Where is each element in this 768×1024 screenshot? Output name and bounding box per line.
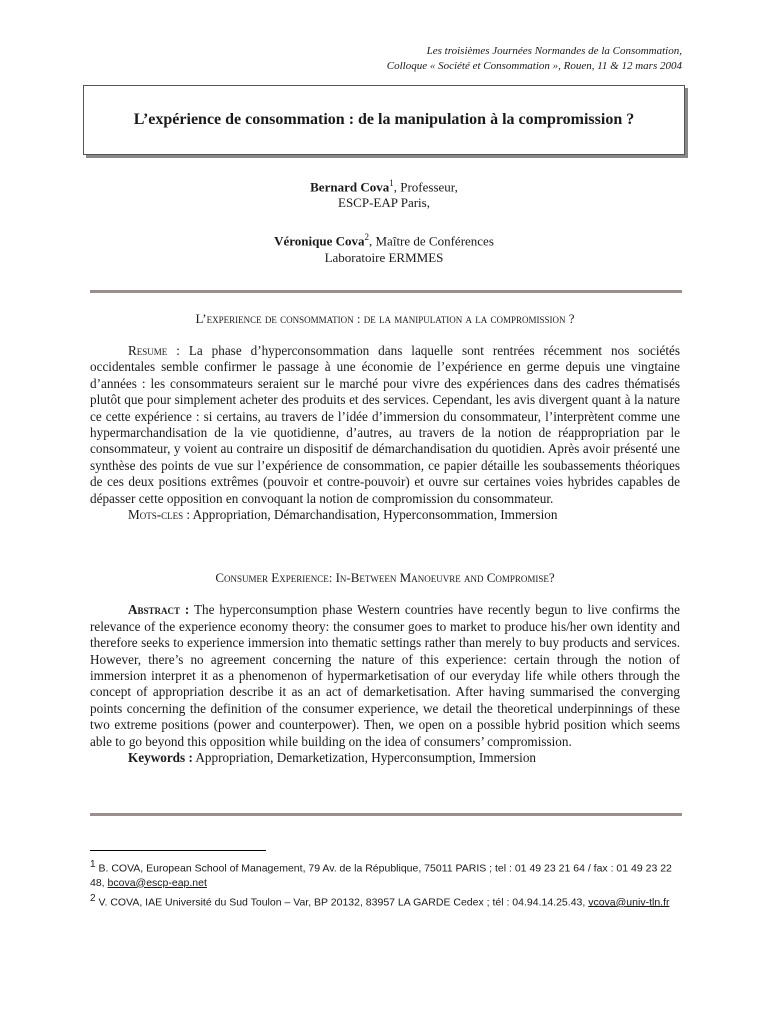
- keywords-paragraph: [90, 750, 680, 766]
- keywords-text: Appropriation, Demarketization, Hyperconsumption, Immersion: [192, 750, 537, 766]
- resume-label: Resume :: [128, 343, 180, 358]
- french-section-title: L’experience de consommation : de la manipulation a la compromission ?: [195, 311, 575, 326]
- author-2-name: Véronique Cova: [274, 233, 365, 249]
- mots-cles-text: Appropriation, Démarchandisation, Hyperconsommation, Immersion: [190, 507, 558, 523]
- author-2-footnote-ref[interactable]: 2: [364, 232, 369, 243]
- author-2-affiliation: Laboratoire ERMMES: [324, 249, 444, 265]
- resume-text: La phase d’hyperconsommation dans laquelle sont rentrées récemment nos sociétés occidentales semble confirmer le passage à une économie de l’expérience en germe depuis une vingtaine d’années : les consommateurs seraient sur le marché pour vivre des expériences dans des cadres thématisés plutôt que pour simplement acheter des produits et des services. Cependant, les avis divergent quant à la nature ce cette expérience : si certains, au travers de l’idée d’immersion du consommateur, l’interprètent comme une hypermarchandisation de la vie quotidienne, d’autres, au travers de la notion de réappropriation par le consommateur, y voient au contraire un dispositif de démarchandisation du quotidien. Après avoir présenté une synthèse des points de vue sur l’expérience de consommation, ce papier détaille les soubassements théoriques de ces deux positions extrêmes (pouvoir et contre-pouvoir) et ouvre sur certaines voies hybrides capables de dépasser cette opposition en convoquant la notion de compromission du consommateur.: [90, 343, 680, 506]
- bottom-divider: [90, 813, 682, 816]
- footnote-1-email-link[interactable]: bcova@escp-eap.net: [107, 876, 207, 889]
- footnote-1-text: B. COVA, European School of Management, 79 Av. de la République, 75011 PARIS ; tel : 01 49 23 21 64 / fax : 01 49 23 22 48,: [90, 862, 672, 889]
- footnotes: [90, 858, 682, 911]
- author-1: [0, 175, 768, 195]
- authors-block: [0, 175, 768, 266]
- mots-cles-label: Mots-cles :: [128, 507, 191, 523]
- english-section-title: Consumer Experience: In-Between Manoeuvre and Compromise?: [215, 570, 555, 585]
- footnote-1: [90, 858, 682, 890]
- paper-title-box: [83, 85, 685, 155]
- english-abstract-section: [90, 570, 680, 766]
- author-1-role: , Professeur,: [393, 179, 458, 195]
- footnote-2: [90, 892, 682, 910]
- paper-title: L’expérience de consommation : de la manipulation à la compromission ?: [133, 111, 635, 128]
- resume-paragraph: [90, 343, 680, 507]
- author-1-affiliation: ESCP-EAP Paris,: [338, 195, 430, 211]
- french-abstract-section: [90, 311, 680, 523]
- footnote-separator: [90, 850, 266, 851]
- mots-cles-paragraph: [90, 507, 680, 523]
- author-2: [0, 229, 768, 249]
- author-1-name: Bernard Cova: [310, 179, 390, 195]
- abstract-label: Abstract :: [128, 602, 190, 618]
- author-1-footnote-ref[interactable]: 1: [389, 178, 394, 188]
- abstract-text: The hyperconsumption phase Western countries have recently begun to live confirms the relevance of the experience economy theory: the consumer goes to market to produce his/her own identity and therefore seeks to experience immersion into thematic settings rather than merely to buy products and services. However, there’s no agreement concerning the nature of this experience: certain through the notion of immersion interpret it as a phenomenon of hypermarketisation of our everyday life while others through the concept of appropriation describe it as an act of demarketisation. After having summarised the converging points concerning the definition of the consumer experience, we detail the theoretical underpinnings of these two extreme positions (power and counterpower). Then, we open on a possible hybrid position which seems able to go beyond this opposition while building on the idea of consumers’ compromission.: [90, 602, 680, 749]
- footnote-2-email-link[interactable]: vcova@univ-tln.fr: [588, 896, 670, 908]
- author-2-role: , Maître de Conférences: [369, 233, 494, 249]
- abstract-paragraph: [90, 602, 680, 750]
- keywords-label: Keywords :: [128, 750, 193, 766]
- footnote-2-text: V. COVA, IAE Université du Sud Toulon – Var, BP 20132, 83957 LA GARDE Cedex ; tél : 04.94.14.25.43,: [95, 896, 589, 908]
- header-line-2: Colloque « Société et Consommation », Rouen, 11 & 12 mars 2004: [386, 60, 682, 72]
- footnote-2-number: 2: [90, 892, 96, 904]
- conference-header: [387, 44, 682, 74]
- footnote-1-number: 1: [90, 859, 96, 870]
- top-divider: [90, 290, 682, 293]
- header-line-1: Les troisièmes Journées Normandes de la Consommation,: [426, 45, 682, 57]
